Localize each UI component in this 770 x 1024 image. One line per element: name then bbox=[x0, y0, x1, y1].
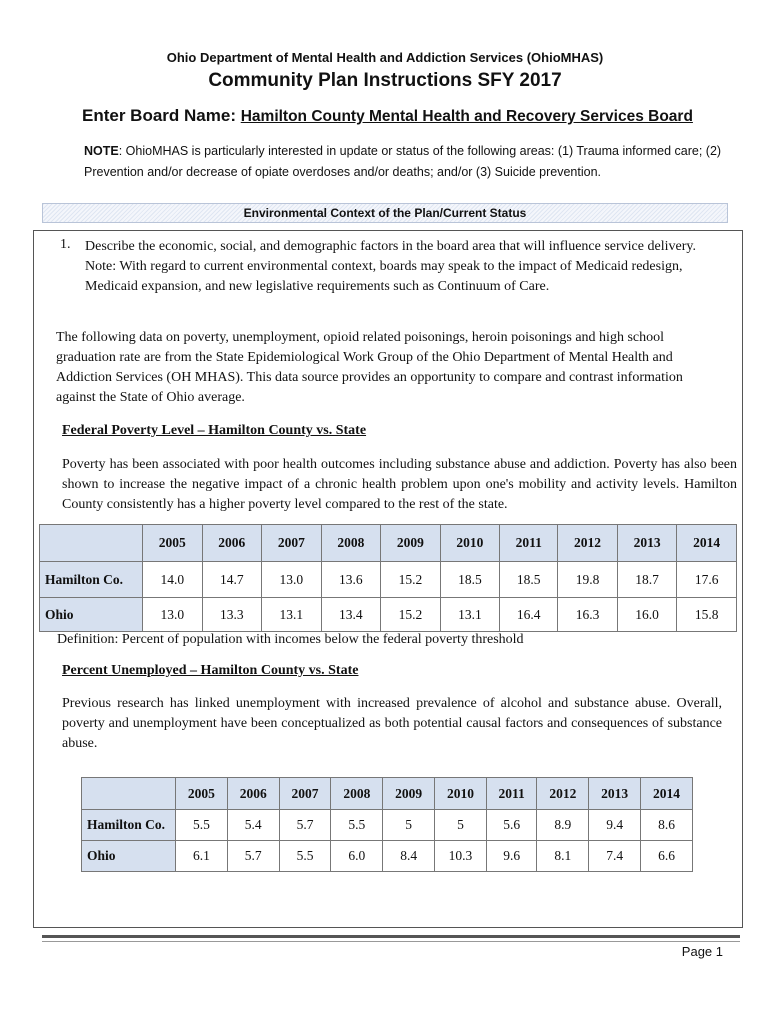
unemployment-year-header: 2007 bbox=[279, 778, 331, 810]
unemployment-row-hamilton bbox=[82, 810, 693, 841]
unemployment-value-cell: 5.6 bbox=[486, 810, 537, 841]
poverty-row-label: Ohio bbox=[40, 598, 143, 632]
poverty-value-cell: 13.3 bbox=[202, 598, 262, 632]
board-name-prompt: Enter Board Name: bbox=[82, 106, 236, 125]
poverty-value-cell: 15.8 bbox=[677, 598, 737, 632]
unemployment-header-row bbox=[82, 778, 693, 810]
unemployment-value-cell: 5.5 bbox=[279, 841, 331, 872]
unemployment-row-label: Hamilton Co. bbox=[82, 810, 176, 841]
unemployment-year-header: 2014 bbox=[641, 778, 693, 810]
unemployment-corner-cell bbox=[82, 778, 176, 810]
poverty-value-cell: 13.1 bbox=[262, 598, 322, 632]
poverty-row-label: Hamilton Co. bbox=[40, 562, 143, 598]
unemployment-table bbox=[81, 777, 693, 872]
poverty-year-header: 2006 bbox=[202, 525, 262, 562]
unemployment-value-cell: 5 bbox=[435, 810, 487, 841]
poverty-value-cell: 13.0 bbox=[143, 598, 203, 632]
poverty-year-header: 2012 bbox=[558, 525, 618, 562]
poverty-row-hamilton bbox=[40, 562, 737, 598]
poverty-value-cell: 14.0 bbox=[143, 562, 203, 598]
unemployment-value-cell: 8.4 bbox=[383, 841, 435, 872]
poverty-paragraph: Poverty has been associated with poor health outcomes including substance abuse and addiction. Poverty has also been shown to increase the negative impact of a chronic health problem upon one's mobility and activity levels. Hamilton County consistently has a higher poverty level compared to the rest of the state. bbox=[62, 457, 737, 512]
unemployment-year-header: 2010 bbox=[435, 778, 487, 810]
unemployment-value-cell: 6.6 bbox=[641, 841, 693, 872]
poverty-value-cell: 16.0 bbox=[617, 598, 677, 632]
question-text: Describe the economic, social, and demographic factors in the board area that will influence service delivery. Note: With regard to current environmental context, boards may speak to the impact of Medicaid redesign, Medicaid expansion, and new legislative requirements such as Continuum of Care. bbox=[85, 239, 696, 294]
poverty-value-cell: 16.4 bbox=[500, 598, 558, 632]
poverty-corner-cell bbox=[40, 525, 143, 562]
poverty-value-cell: 13.4 bbox=[321, 598, 381, 632]
unemployment-value-cell: 7.4 bbox=[589, 841, 641, 872]
page-number: Page 1 bbox=[681, 944, 723, 959]
poverty-heading: Federal Poverty Level – Hamilton County vs. State bbox=[62, 423, 367, 438]
poverty-year-header: 2005 bbox=[143, 525, 203, 562]
poverty-value-cell: 18.7 bbox=[617, 562, 677, 598]
unemployment-year-header: 2011 bbox=[486, 778, 537, 810]
footer-rule-thin bbox=[42, 941, 740, 942]
unemployment-value-cell: 5.5 bbox=[176, 810, 228, 841]
poverty-value-cell: 18.5 bbox=[500, 562, 558, 598]
intro-paragraph: The following data on poverty, unemployment, opioid related poisonings, heroin poisonings and high school graduation rate are from the State Epidemiological Work Group of the Ohio Department of Mental Health and Addiction Services (OH MHAS). This data source provides an opportunity to compare and contrast information against the State of Ohio average. bbox=[56, 330, 683, 405]
unemployment-value-cell: 8.9 bbox=[537, 810, 589, 841]
poverty-value-cell: 13.6 bbox=[321, 562, 381, 598]
unemployment-year-header: 2012 bbox=[537, 778, 589, 810]
poverty-value-cell: 15.2 bbox=[381, 598, 441, 632]
unemployment-year-header: 2009 bbox=[383, 778, 435, 810]
poverty-table bbox=[39, 524, 737, 632]
poverty-value-cell: 17.6 bbox=[677, 562, 737, 598]
question-number: 1. bbox=[60, 237, 71, 252]
unemployment-row-label: Ohio bbox=[82, 841, 176, 872]
unemployment-value-cell: 5.7 bbox=[279, 810, 331, 841]
poverty-definition: Definition: Percent of population with incomes below the federal poverty threshold bbox=[57, 632, 524, 647]
unemployment-value-cell: 5.4 bbox=[227, 810, 279, 841]
poverty-row-ohio bbox=[40, 598, 737, 632]
poverty-year-header: 2007 bbox=[262, 525, 322, 562]
unemployment-value-cell: 6.0 bbox=[331, 841, 383, 872]
unemployment-value-cell: 6.1 bbox=[176, 841, 228, 872]
unemployment-value-cell: 5.5 bbox=[331, 810, 383, 841]
note-block bbox=[84, 141, 734, 183]
poverty-value-cell: 13.0 bbox=[262, 562, 322, 598]
section-header-bar: Environmental Context of the Plan/Current Status bbox=[42, 203, 728, 223]
poverty-value-cell: 14.7 bbox=[202, 562, 262, 598]
unemployment-heading: Percent Unemployed – Hamilton County vs. State bbox=[62, 663, 359, 678]
poverty-value-cell: 15.2 bbox=[381, 562, 441, 598]
poverty-value-cell: 16.3 bbox=[558, 598, 618, 632]
unemployment-value-cell: 5.7 bbox=[227, 841, 279, 872]
poverty-year-header: 2010 bbox=[440, 525, 500, 562]
poverty-value-cell: 19.8 bbox=[558, 562, 618, 598]
unemployment-value-cell: 8.1 bbox=[537, 841, 589, 872]
poverty-year-header: 2013 bbox=[617, 525, 677, 562]
unemployment-value-cell: 10.3 bbox=[435, 841, 487, 872]
unemployment-paragraph: Previous research has linked unemployment with increased prevalence of alcohol and substance abuse. Overall, poverty and unemployment have been conceptualized as both potential causal factors and consequences of substance abuse. bbox=[62, 696, 722, 751]
unemployment-year-header: 2013 bbox=[589, 778, 641, 810]
poverty-value-cell: 13.1 bbox=[440, 598, 500, 632]
board-name-line bbox=[82, 106, 693, 126]
footer-rule bbox=[42, 935, 740, 938]
note-label: NOTE bbox=[84, 144, 119, 158]
unemployment-value-cell: 8.6 bbox=[641, 810, 693, 841]
unemployment-year-header: 2005 bbox=[176, 778, 228, 810]
note-text: : OhioMHAS is particularly interested in update or status of the following areas: (1) Trauma informed care; (2) Prevention and/or decrease of opiate overdoses and/or deaths; and/or (3) Suicide prevention. bbox=[84, 144, 722, 179]
unemployment-value-cell: 5 bbox=[383, 810, 435, 841]
poverty-year-header: 2011 bbox=[500, 525, 558, 562]
poverty-year-header: 2009 bbox=[381, 525, 441, 562]
unemployment-year-header: 2008 bbox=[331, 778, 383, 810]
unemployment-value-cell: 9.4 bbox=[589, 810, 641, 841]
poverty-year-header: 2008 bbox=[321, 525, 381, 562]
board-name-field[interactable]: Hamilton County Mental Health and Recovery Services Board bbox=[240, 108, 693, 125]
unemployment-year-header: 2006 bbox=[227, 778, 279, 810]
poverty-value-cell: 18.5 bbox=[440, 562, 500, 598]
unemployment-row-ohio bbox=[82, 841, 693, 872]
document-title: Community Plan Instructions SFY 2017 bbox=[208, 70, 562, 91]
agency-name: Ohio Department of Mental Health and Addiction Services (OhioMHAS) bbox=[166, 50, 604, 65]
unemployment-value-cell: 9.6 bbox=[486, 841, 537, 872]
poverty-header-row bbox=[40, 525, 737, 562]
poverty-year-header: 2014 bbox=[677, 525, 737, 562]
